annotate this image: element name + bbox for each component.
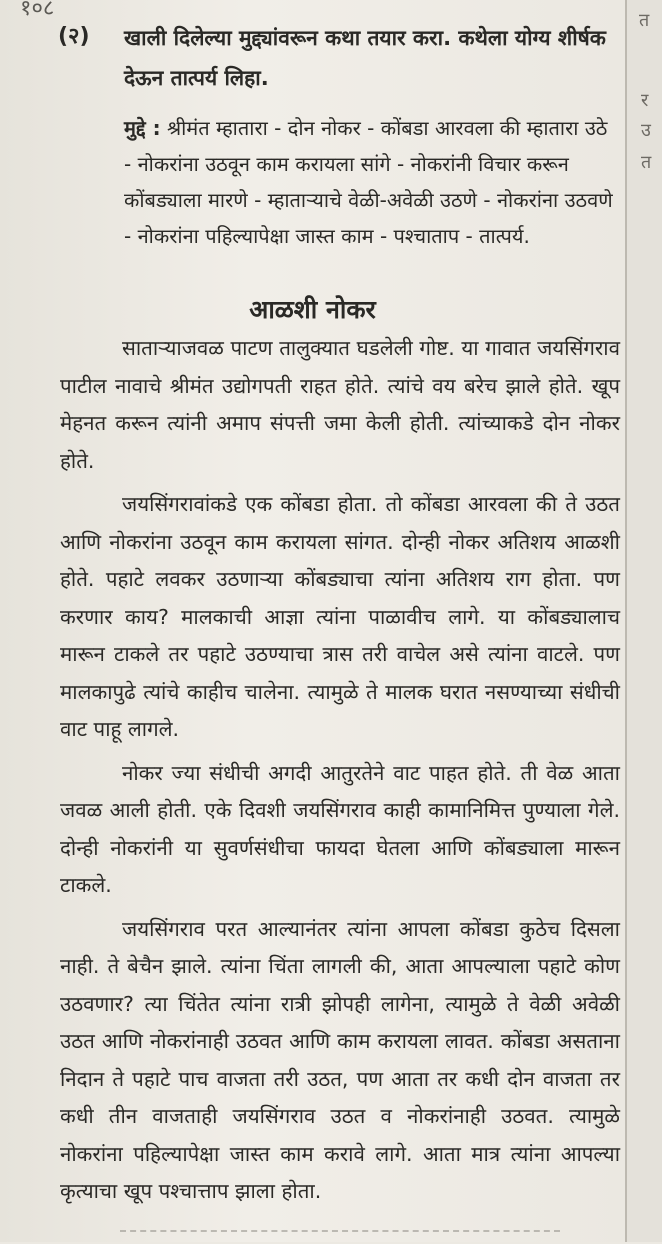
story-paragraph: जयसिंगरावांकडे एक कोंबडा होता. तो कोंबडा आरवला की ते उठत आणि नोकरांना उठवून काम करायला सांगत. दोन्ही नोकर अतिशय आळशी होते. पहाटे लवकर उठणाऱ्या कोंबड्याचा त्यांना अतिशय राग होता. पण करणार काय? मालकाची आज्ञा त्यांना पाळावीच लागे. या कोंबड्यालाच मारून टाकले तर पहाटे उठण्याचा त्रास तरी वाचेल असे त्यांना वाटले. पण मालकापुढे त्यांचे काहीच चालेना. त्यामुळे ते मालक घरात नसण्याच्या संधीची वाट पाहू लागले. bbox=[60, 492, 620, 741]
story-paragraph: जयसिंगराव परत आल्यानंतर त्यांना आपला कोंबडा कुठेच दिसला नाही. ते बेचैन झाले. त्यांना चिंता लागली की, आता आपल्याला पहाटे कोण उठवणार? त्या चिंतेत त्यांना रात्री झोपही लागेना, त्यामुळे ते वेळी अवेळी उठत आणि नोकरांनाही उठवत आणि काम करायला लावत. कोंबडा असताना निदान ते पहाटे पाच वाजता तरी उठत, पण आता तर कधी दोन वाजता तर कधी तीन वाजताही जयसिंगराव उठत व नोकरांनाही उठवत. त्यामुळे नोकरांना पहिल्यापेक्षा जास्त काम करावे लागे. आता मात्र त्यांना आपल्या कृत्याचा खूप पश्चात्ताप झाला होता. bbox=[60, 916, 620, 1203]
facing-page-edge bbox=[625, 0, 662, 1242]
margin-glyph: उ bbox=[641, 120, 651, 141]
points-text: श्रीमंत म्हातारा - दोन नोकर - कोंबडा आरवला की म्हातारा उठे - नोकरांना उठवून काम करायला सांगे - नोकरांनी विचार करून कोंबड्याला मारणे - म्हाताऱ्याचे वेळी-अवेळी उठणे - नोकरांना उठवणे - नोकरांना पहिल्यापेक्षा जास्त काम - पश्चाताप - तात्पर्य. bbox=[124, 116, 613, 248]
story-body bbox=[60, 330, 620, 1217]
margin-glyph: त bbox=[639, 10, 650, 31]
story-paragraph: साताऱ्याजवळ पाटण तालुक्यात घडलेली गोष्ट. या गावात जयसिंगराव पाटील नावाचे श्रीमंत उद्योगपती राहत होते. त्यांचे वय बरेच झाले होते. खूप मेहनत करून त्यांनी अमाप संपत्ती जमा केली होती. त्यांच्याकडे दोन नोकर होते. bbox=[60, 336, 620, 473]
margin-glyph: र bbox=[641, 90, 649, 111]
points-block bbox=[124, 110, 614, 254]
story-paragraph: नोकर ज्या संधीची अगदी आतुरतेने वाट पाहत होते. ती वेळ आता जवळ आली होती. एके दिवशी जयसिंगराव काही कामानिमित्त पुण्याला गेले. दोन्ही नोकरांनी या सुवर्णसंधीचा फायदा घेतला आणि कोंबड्याला मारून टाकले. bbox=[60, 760, 620, 897]
question-text: खाली दिलेल्या मुद्द्यांवरून कथा तयार करा. कथेला योग्य शीर्षक देऊन तात्पर्य लिहा. bbox=[124, 26, 606, 90]
page-number: १०८ bbox=[20, 0, 55, 21]
margin-glyph: त bbox=[641, 152, 652, 173]
points-label: मुद्दे : bbox=[124, 116, 161, 140]
story-title: आळशी नोकर bbox=[249, 295, 376, 324]
question-number: (२) bbox=[58, 24, 90, 49]
